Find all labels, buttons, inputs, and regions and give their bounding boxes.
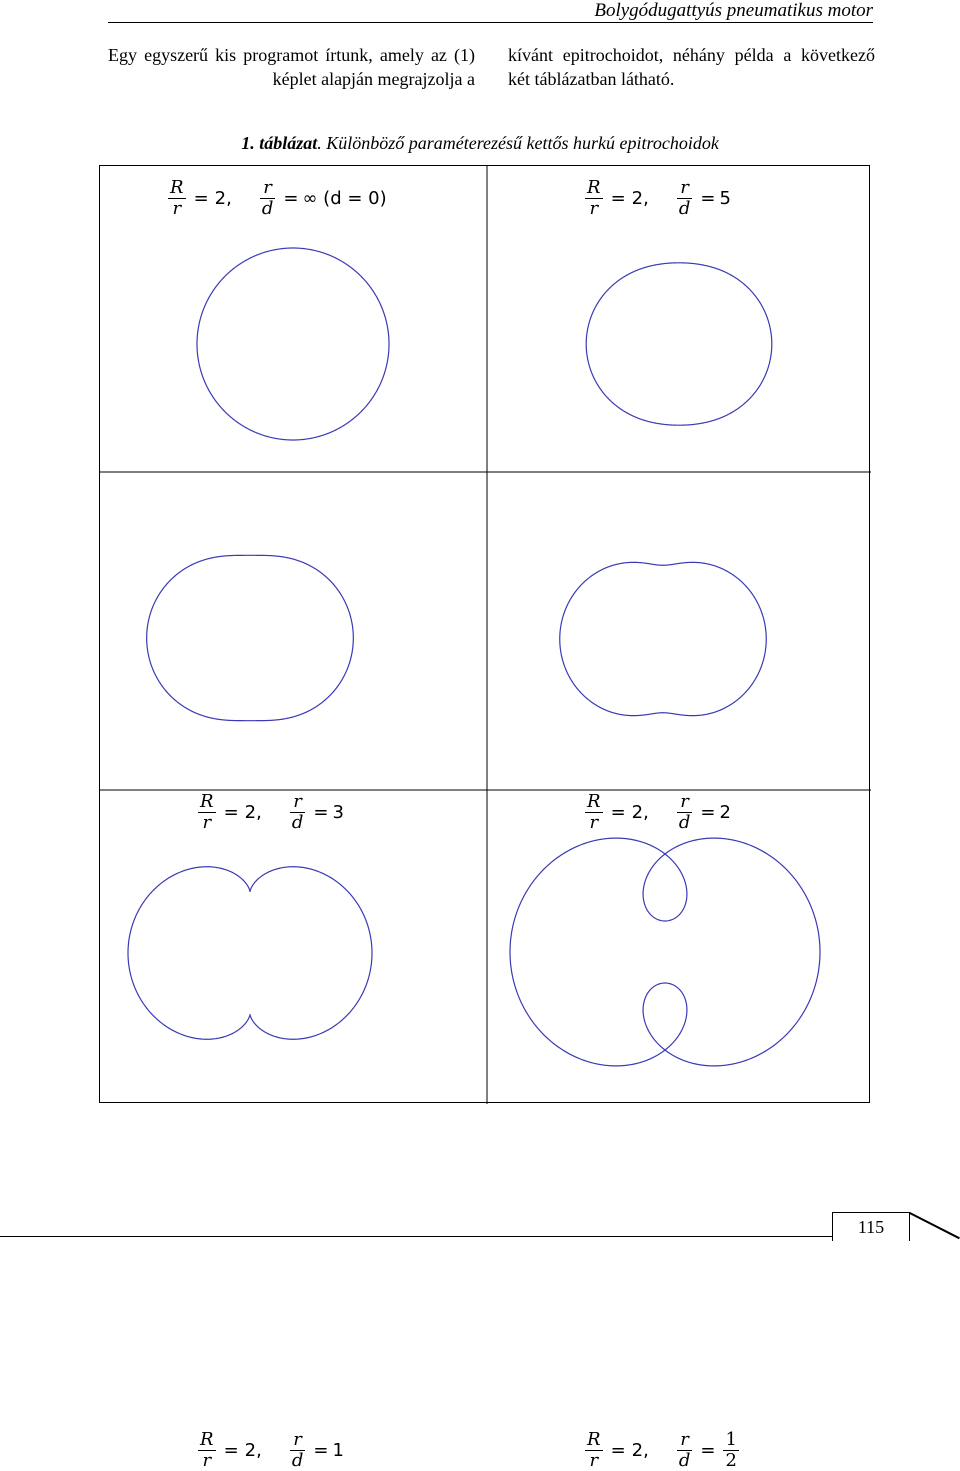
table-cell (100, 166, 487, 472)
table-cell (100, 790, 487, 1471)
equals-sign: = (223, 802, 239, 823)
table-cell (100, 472, 487, 833)
ratio-value: 2, (631, 802, 649, 823)
fraction-R-over-r-numerator: R (587, 177, 601, 198)
ratio-value: 2, (244, 802, 262, 823)
fraction-R-over-r-denominator: r (589, 198, 599, 219)
epitrochoid-plot (100, 472, 487, 790)
fraction-r-over-d-numerator: r (293, 791, 302, 812)
fraction-R-over-r (585, 1430, 603, 1471)
fraction-r-over-d (677, 1430, 693, 1471)
fraction-r-over-d-denominator: d (678, 198, 691, 219)
table-caption-text: . Különböző paraméterezésű kettős hurkú epitrochoidok (317, 133, 719, 153)
fraction-R-over-r-numerator: R (587, 791, 601, 812)
equals-sign: = (313, 802, 329, 823)
equals-sign: = (700, 802, 716, 823)
equals-sign: = (610, 802, 626, 823)
fraction-R-over-r-denominator: r (202, 812, 212, 833)
ratio-value: 2, (631, 188, 649, 209)
body-text-left: Egy egyszerű kis programot írtunk, amely az (1) képlet alapján megrajzolja a (108, 45, 475, 89)
fraction-r-over-d-denominator: d (678, 812, 691, 833)
fraction-R-over-r (198, 1430, 216, 1471)
epitrochoid-plot (100, 166, 487, 472)
fraction-R-over-r-denominator: r (202, 1450, 212, 1471)
epitrochoid-plot (487, 166, 871, 472)
table-caption (0, 131, 960, 155)
equals-sign: = (700, 1440, 716, 1461)
fraction-r-over-d-denominator: d (291, 1450, 304, 1471)
ratio-value: 2 (719, 802, 731, 823)
footer-rule-diagonal (910, 1212, 960, 1241)
epitrochoid-curve (510, 838, 820, 1066)
fraction-value-numerator: 1 (725, 1429, 737, 1450)
epitrochoid-curve (128, 867, 372, 1040)
fraction-r-over-d-numerator: r (293, 1429, 302, 1450)
epitrochoid-curve (560, 562, 767, 715)
ratio-value: 2, (631, 1440, 649, 1461)
equals-sign: = (700, 188, 716, 209)
fraction-r-over-d-numerator: r (680, 791, 689, 812)
ratio-value: 2, (244, 1440, 262, 1461)
fraction-r-over-d-denominator: d (291, 812, 304, 833)
epitrochoid-plot (100, 790, 487, 1104)
epitrochoid-curve (147, 555, 354, 720)
fraction-r-over-d (290, 1430, 306, 1471)
fraction-r-over-d-numerator: r (680, 177, 689, 198)
fraction-value-denominator: 2 (725, 1450, 737, 1471)
parameter-formula (581, 1430, 743, 1471)
equals-sign: = (610, 188, 626, 209)
ratio-value: 5 (719, 188, 731, 209)
body-text-right: kívánt epitrochoidot, néhány példa a következő két táblázatban látható. (508, 45, 875, 89)
fraction-R-over-r-numerator: R (200, 1429, 214, 1450)
footer-rule (0, 1236, 832, 1237)
fraction-R-over-r-denominator: r (172, 198, 182, 219)
fraction-r-over-d-numerator: r (263, 177, 272, 198)
ratio-value: ∞ (d = 0) (302, 188, 387, 209)
ratio-value: 2, (214, 188, 232, 209)
ratio-value: 1 (332, 1440, 344, 1461)
fraction-R-over-r-numerator: R (200, 791, 214, 812)
fraction-R-over-r-numerator: R (587, 1429, 601, 1450)
equals-sign: = (193, 188, 209, 209)
fraction-R-over-r-numerator: R (170, 177, 184, 198)
epitrochoid-table (99, 165, 870, 1471)
fraction-r-over-d-numerator: r (680, 1429, 689, 1450)
table-cell (487, 166, 871, 472)
table-caption-number: 1. táblázat (241, 133, 318, 153)
fraction-R-over-r-denominator: r (589, 1450, 599, 1471)
equals-sign: = (313, 1440, 329, 1461)
fraction-value (723, 1430, 738, 1471)
parameter-formula (194, 1430, 344, 1471)
fraction-R-over-r-denominator: r (589, 812, 599, 833)
epitrochoid-plot (487, 472, 871, 790)
ratio-value: 3 (332, 802, 344, 823)
running-header (108, 0, 873, 23)
epitrochoid-curve (197, 248, 389, 440)
equals-sign: = (610, 1440, 626, 1461)
epitrochoid-curve (586, 263, 772, 425)
fraction-r-over-d-denominator: d (261, 198, 274, 219)
epitrochoid-plot (487, 790, 871, 1104)
equals-sign: = (223, 1440, 239, 1461)
header-title: Bolygódugattyús pneumatikus motor (594, 0, 873, 21)
equals-sign: = (283, 188, 299, 209)
table-cell (487, 472, 871, 833)
page-number: 115 (832, 1212, 910, 1241)
fraction-r-over-d-denominator: d (678, 1450, 691, 1471)
